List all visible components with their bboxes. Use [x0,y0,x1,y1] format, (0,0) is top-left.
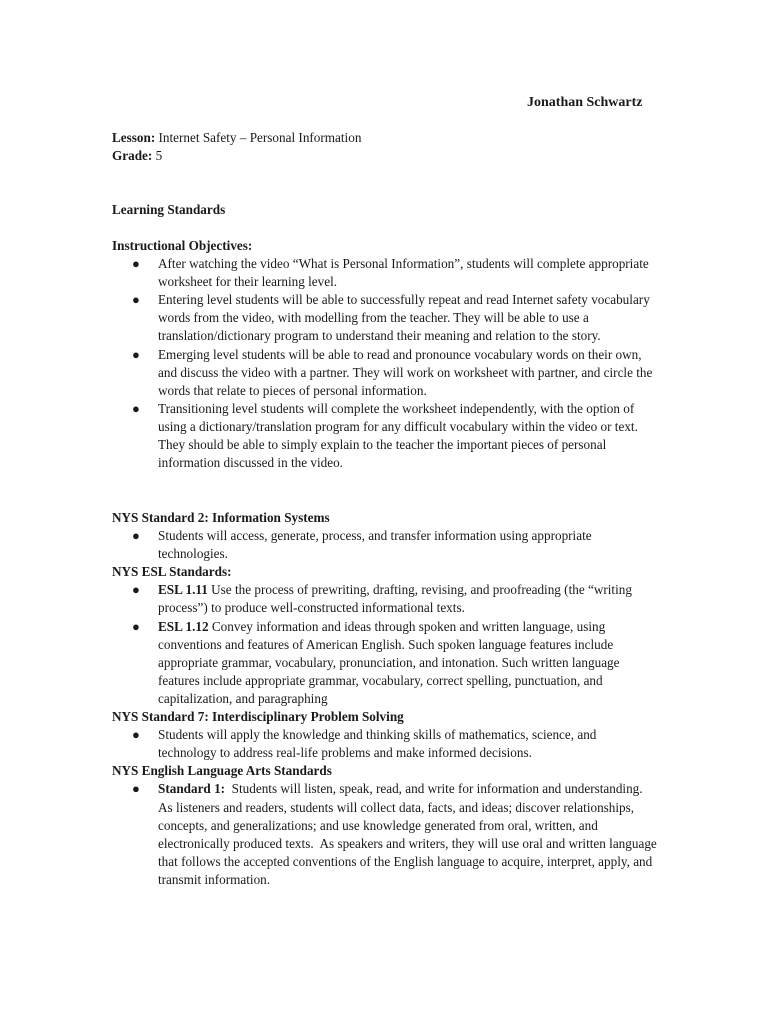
objectives-list [112,255,657,472]
ela-list [112,780,661,889]
learning-standards-heading: Learning Standards [112,202,226,217]
nys2-list [112,527,657,563]
esl-list [112,581,657,708]
lesson-value: Internet Safety – Personal Information [158,130,362,145]
author-name: Jonathan Schwartz [527,95,643,110]
ela-code: Standard 1: [158,781,226,797]
bullet-icon: ● [132,346,140,362]
bullet-icon: ● [132,400,140,416]
ela-heading: NYS English Language Arts Standards [112,763,332,779]
list-item: ● Transitioning level students will complete the worksheet independently, with the option of using a dictionary/translation program for any difficult vocabulary within the video or text. They should be able to simply explain to the teacher the important pieces of personal information discussed in the video. [132,400,638,471]
esl-code: ESL 1.12 [158,618,209,634]
list-item: ● Standard 1: Students will listen, speak, read, and write for information and understanding. As listeners and readers, students will collect data, facts, and ideas; discover relationships, concepts, and generalizations; and use knowledge generated from oral, written, and electronically produced texts. As speakers and writers, they will use oral and written language that follows the accepted conventions of the English language to acquire, interpret, apply, and transmit information. [132,781,661,887]
nys2-section [112,509,661,889]
list-item: ● Entering level students will be able to successfully repeat and read Internet safety vocabulary words from the video, with modelling from the teacher. They will be able to use a translation/dictionary program to understand their meaning and relation to the story. [132,292,650,344]
bullet-icon: ● [132,618,140,634]
list-item: ● ESL 1.12 Convey information and ideas through spoken and written language, using conventions and features of American English. Such spoken language features include appropriate grammar, vocabulary, pronunciation, and intonation. Such written language features include appropriate grammar, vocabulary, correct spelling, punctuation, and capitalization, and paragraphing [132,618,620,706]
lesson-label: Lesson: [112,130,156,145]
list-item: ● Students will access, generate, process, and transfer information using appropriate technologies. [132,528,592,562]
objectives-section [112,237,657,472]
bullet-icon: ● [132,528,140,544]
bullet-icon: ● [132,256,140,272]
objectives-heading: Instructional Objectives: [112,238,253,253]
list-item: ● ESL 1.11 Use the process of prewriting, drafting, revising, and proofreading (the “writing process”) to produce well-constructed informational texts. [132,582,632,616]
grade-line [112,147,657,165]
nys7-list [112,726,657,762]
nys2-heading: NYS Standard 2: Information Systems [112,510,330,525]
esl-code: ESL 1.11 [158,582,208,598]
grade-value: 5 [155,148,163,164]
lesson-info [112,129,657,165]
nys7-heading: NYS Standard 7: Interdisciplinary Problem Solving [112,709,404,725]
grade-label: Grade: [112,148,153,164]
list-item: ● After watching the video “What is Personal Information”, students will complete appropriate worksheet for their learning level. [132,256,649,290]
list-item: ● Emerging level students will be able to read and pronounce vocabulary words on their own, and discuss the video with a partner. They will work on worksheet with partner, and circle the words that relate to pieces of personal information. [132,346,653,398]
bullet-icon: ● [132,292,140,308]
esl-heading: NYS ESL Standards: [112,564,232,580]
bullet-icon: ● [132,582,140,598]
bullet-icon: ● [132,781,140,797]
list-item: ● Students will apply the knowledge and thinking skills of mathematics, science, and technology to address real-life problems and make informed decisions. [132,727,597,761]
lesson-line [112,129,657,147]
bullet-icon: ● [132,727,140,743]
